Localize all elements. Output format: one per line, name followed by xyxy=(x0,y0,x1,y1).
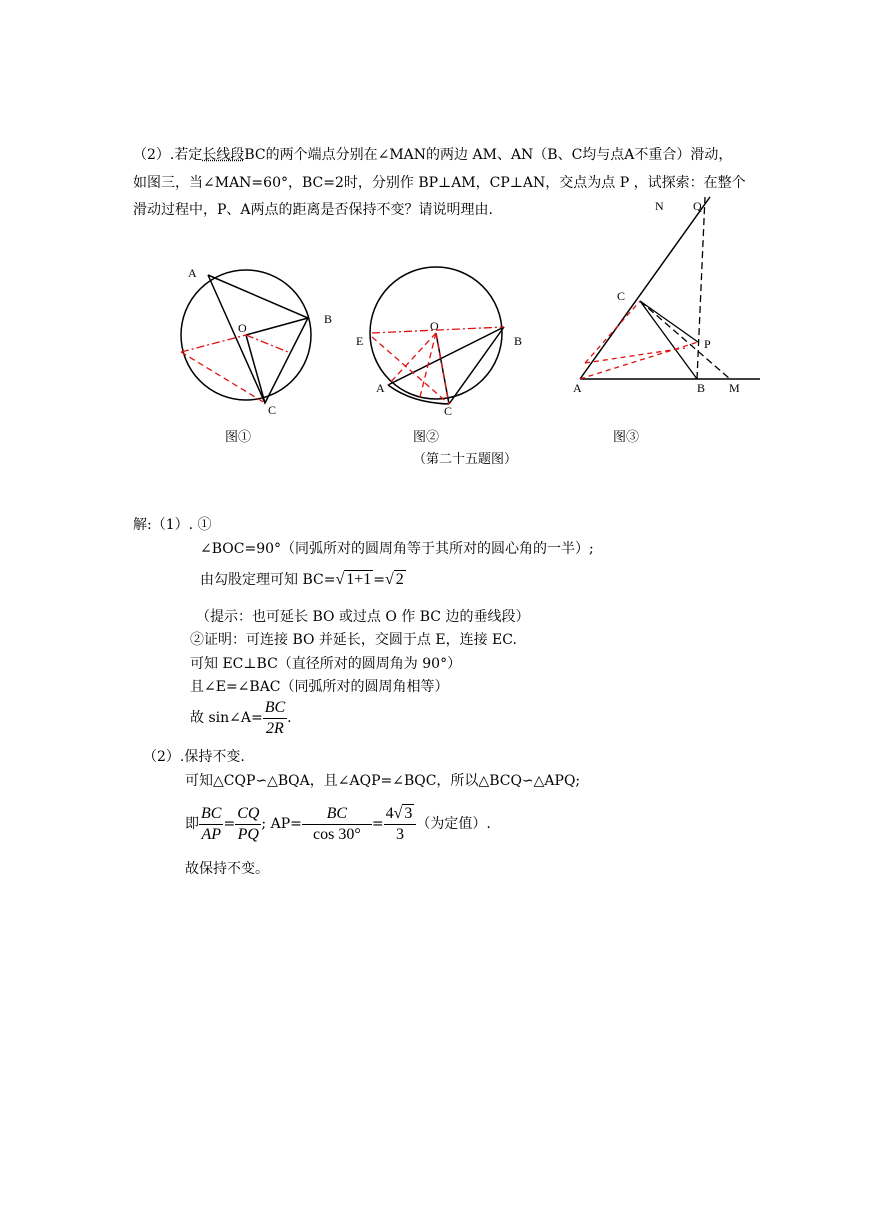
figure-1 xyxy=(170,255,333,420)
fraction-cq-over-pq xyxy=(235,805,261,844)
figures-group-caption: （第二十五题图） xyxy=(413,452,518,467)
fraction-numerator: BC xyxy=(263,699,287,719)
problem-line-2: 如图三，当∠MAN=60°，BC=2时，分别作 BP⊥AM，CP⊥AN，交点为点 P ，试探索：在整个 xyxy=(133,175,746,191)
fraction-numerator: BC xyxy=(199,805,223,825)
fig3-label-B: B xyxy=(697,381,706,395)
fig3-label-A: A xyxy=(573,381,582,395)
sqrt-expression-2: √ 2 xyxy=(385,571,404,588)
step-7-text: 故 sin∠A= xyxy=(190,710,263,726)
fig1-label-A: A xyxy=(188,266,197,280)
figure-2-caption: 图② xyxy=(413,430,440,445)
figure-1-caption: 图① xyxy=(225,430,252,445)
problem-line-1-suffix: BC的两个端点分别在∠MAN的两边 AM、AN（B、C均与点A不重合）滑动， xyxy=(244,147,733,163)
solution-step-5: 可知 EC⊥BC（直径所对的圆周角为 90°） xyxy=(190,656,462,672)
figure-3-caption: 图③ xyxy=(613,430,640,445)
line-2-prefix: 即 xyxy=(185,816,199,832)
solution-step-6: 且∠E=∠BAC（同弧所对的圆周角相等） xyxy=(190,679,449,695)
solution-heading: 解:（1）. ① xyxy=(133,517,212,533)
part-2-line-1: 可知△CQP∽△BQA，且∠AQP=∠BQC，所以△BCQ∽△APQ; xyxy=(185,773,581,789)
fraction-numerator: CQ xyxy=(235,805,261,825)
fraction-bc-over-cos30 xyxy=(302,805,372,844)
fig2-label-B: B xyxy=(514,334,523,348)
problem-line-3: 滑动过程中，P、A两点的距离是否保持不变？请说明理由. xyxy=(133,202,493,218)
part-2-heading: （2）.保持不变. xyxy=(143,749,245,765)
problem-line-1-prefix: （2）.若定 xyxy=(133,147,203,163)
fraction-denominator: cos 30° xyxy=(312,825,361,843)
sqrt-radicand: 3 xyxy=(404,804,413,822)
solution-step-4: ②证明：可连接 BO 并延长，交圆于点 E，连接 EC. xyxy=(190,632,517,648)
figure-3 xyxy=(565,192,770,402)
fraction-denominator: PQ xyxy=(237,825,259,843)
fig3-label-P: P xyxy=(704,337,711,351)
emphasized-text: 长线段 xyxy=(202,147,245,163)
constant-note: （为定值）. xyxy=(416,816,491,832)
solution-step-2 xyxy=(200,571,406,589)
fraction-numerator xyxy=(384,805,417,825)
separator-text: ; AP= xyxy=(261,816,302,832)
equals-sign: = xyxy=(373,572,385,588)
fig2-label-E: E xyxy=(356,334,364,348)
fig1-label-B: B xyxy=(324,312,333,326)
fraction-bc-over-ap xyxy=(199,805,223,844)
sqrt-2-radicand: 2 xyxy=(395,571,404,588)
fig1-label-O: O xyxy=(238,321,247,335)
fig3-label-C: C xyxy=(617,289,626,303)
fig2-label-O: O xyxy=(430,319,439,333)
fig3-label-M: M xyxy=(729,381,740,395)
solution-step-7 xyxy=(190,697,292,739)
fig3-label-N: N xyxy=(655,199,664,213)
sqrt-1-radicand: 1+1 xyxy=(346,571,372,588)
fraction-numerator: BC xyxy=(302,805,372,825)
fig1-label-C: C xyxy=(268,403,277,417)
fig2-label-C: C xyxy=(444,404,453,418)
sqrt-three: √ 3 xyxy=(393,804,413,822)
fraction-denominator: 3 xyxy=(395,825,404,843)
step-2-text: 由勾股定理可知 BC= xyxy=(200,572,336,588)
coefficient: 4 xyxy=(385,804,394,822)
fraction-4sqrt3-over-3 xyxy=(384,805,417,844)
fraction-denominator: 2R xyxy=(266,719,284,737)
period: . xyxy=(287,710,292,726)
solution-step-3: （提示：也可延长 BO 或过点 O 作 BC 边的垂线段） xyxy=(196,609,530,625)
fraction-denominator: AP xyxy=(201,825,221,843)
figure-2 xyxy=(352,255,527,420)
fig2-label-A: A xyxy=(376,381,385,395)
fraction-bc-over-2r xyxy=(263,699,287,738)
sqrt-expression-1: √ 1+1 xyxy=(335,571,372,588)
solution-step-1: ∠BOC=90°（同弧所对的圆周角等于其所对的圆心角的一半）; xyxy=(200,541,594,557)
equals-sign: = xyxy=(371,816,384,832)
fig3-label-Q: Q xyxy=(693,199,702,213)
equals-sign: = xyxy=(223,816,236,832)
part-2-line-2 xyxy=(185,800,491,848)
problem-line-1 xyxy=(133,146,732,164)
part-2-conclusion: 故保持不变。 xyxy=(185,861,269,877)
